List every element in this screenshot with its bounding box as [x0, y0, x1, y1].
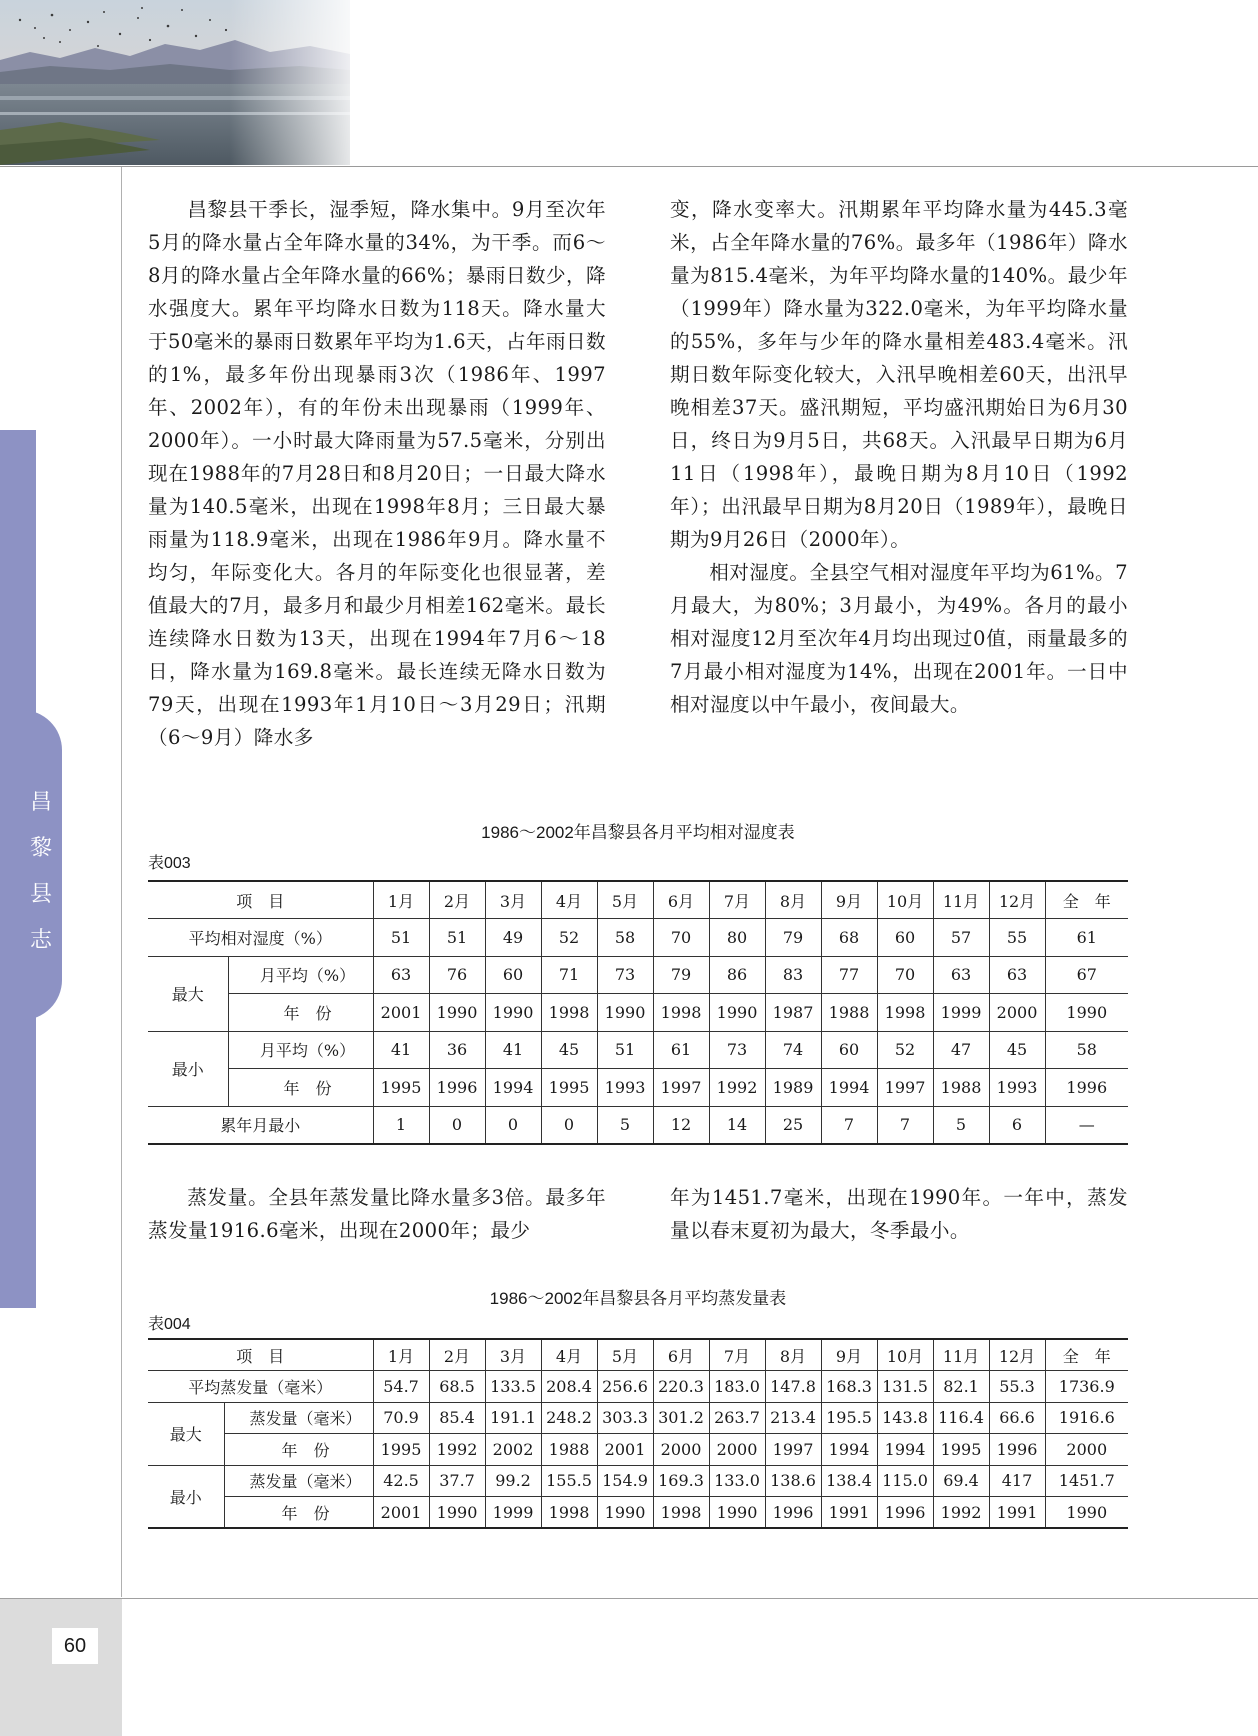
table-cell: 58	[597, 919, 653, 957]
table-cell: 1998	[541, 994, 597, 1032]
table-cell: 51	[597, 1031, 653, 1069]
table-cell: 79	[653, 956, 709, 994]
table-cell: 2000	[709, 1434, 765, 1466]
header-cell: 6月	[653, 881, 709, 919]
table-cell: 1916.6	[1045, 1402, 1128, 1434]
table-cell: 1990	[709, 994, 765, 1032]
table-cell: 183.0	[709, 1371, 765, 1403]
table-cell: 1988	[541, 1434, 597, 1466]
table-cell: 2001	[373, 994, 429, 1032]
table-cell: 79	[765, 919, 821, 957]
row-label: 平均相对湿度（%）	[148, 919, 373, 957]
table-cell: 133.5	[485, 1371, 541, 1403]
table-cell: 86	[709, 956, 765, 994]
footer-rule	[0, 1598, 1258, 1599]
table2-caption: 1986～2002年昌黎县各月平均蒸发量表	[489, 1289, 787, 1308]
table-cell: 2000	[989, 994, 1045, 1032]
table-cell: 1996	[429, 1069, 485, 1107]
table-cell: 303.3	[597, 1402, 653, 1434]
table-cell: 63	[989, 956, 1045, 994]
header-cell: 10月	[877, 1339, 933, 1371]
table-cell: 83	[765, 956, 821, 994]
header-cell: 8月	[765, 1339, 821, 1371]
table-cell: 1993	[989, 1069, 1045, 1107]
table-cell: 25	[765, 1106, 821, 1144]
header-cell: 10月	[877, 881, 933, 919]
header-cell: 全 年	[1045, 1339, 1128, 1371]
table-cell: 63	[933, 956, 989, 994]
table-header-row	[148, 881, 1128, 919]
table-cell: 169.3	[653, 1465, 709, 1497]
table-cell: 7	[877, 1106, 933, 1144]
table-cell: 82.1	[933, 1371, 989, 1403]
table-cell: 41	[373, 1031, 429, 1069]
paragraph-flood-season: 变，降水变率大。汛期累年平均降水量为445.3毫米，占全年降水量的76%。最多年（1986年）降水量为815.4毫米，为年平均降水量的140%。最少年（1999年）降水量为322.0毫米，为年平均降水量的55%，多年与少年的降水量相差483.4毫米。汛期日数年际变化较大，入汛早晚相差60天，出汛早晚相差37天。盛汛期短，平均盛汛期始日为6月30日，终日为9月5日，共68天。入汛最早日期为6月11日（1998年），最晚日期为8月10日（1992年）；出汛最早日期为8月20日（1989年），最晚日期为9月26日（2000年）。	[670, 198, 1128, 551]
table-cell: 1997	[765, 1434, 821, 1466]
header-fade	[230, 0, 370, 165]
table-cell: 63	[373, 956, 429, 994]
table-cell: 1994	[485, 1069, 541, 1107]
table-cell: 213.4	[765, 1402, 821, 1434]
table-cell: 1990	[597, 1497, 653, 1529]
row-label: 月平均（%）	[228, 956, 373, 994]
humidity-table	[148, 880, 1128, 1145]
header-cell: 3月	[485, 1339, 541, 1371]
table-cell: 1989	[765, 1069, 821, 1107]
table-cell: 2001	[373, 1497, 429, 1529]
table-cell: 1990	[485, 994, 541, 1032]
table-cell: 154.9	[597, 1465, 653, 1497]
table-cell: 71	[541, 956, 597, 994]
table-cell: 1994	[821, 1434, 877, 1466]
header-cell: 9月	[821, 1339, 877, 1371]
table1-caption: 1986～2002年昌黎县各月平均相对湿度表	[481, 823, 795, 842]
table-cell: 6	[989, 1106, 1045, 1144]
header-cell: 4月	[541, 1339, 597, 1371]
row-label: 年 份	[224, 1434, 373, 1466]
table-cell: 1995	[373, 1069, 429, 1107]
table-cell: 155.5	[541, 1465, 597, 1497]
table-cell: 14	[709, 1106, 765, 1144]
table-cell: 1990	[1045, 994, 1128, 1032]
table-row	[148, 1106, 1128, 1144]
table-cell: 58	[1045, 1031, 1128, 1069]
table-cell: 131.5	[877, 1371, 933, 1403]
table-cell: 51	[373, 919, 429, 957]
table-cell: 1990	[1045, 1497, 1128, 1529]
table-row	[148, 1497, 1128, 1529]
table-cell: 1993	[597, 1069, 653, 1107]
table-cell: 42.5	[373, 1465, 429, 1497]
table-cell: 99.2	[485, 1465, 541, 1497]
header-cell: 9月	[821, 881, 877, 919]
header-cell: 7月	[709, 1339, 765, 1371]
table-cell: 220.3	[653, 1371, 709, 1403]
table-row	[148, 994, 1128, 1032]
table-cell: 61	[1045, 919, 1128, 957]
table-cell: 1992	[933, 1497, 989, 1529]
table-cell: 45	[541, 1031, 597, 1069]
table-cell: 66.6	[989, 1402, 1045, 1434]
table-cell: 47	[933, 1031, 989, 1069]
table-cell: 1990	[429, 1497, 485, 1529]
row-label: 蒸发量（毫米）	[224, 1465, 373, 1497]
table-cell: 60	[877, 919, 933, 957]
table-cell: 0	[429, 1106, 485, 1144]
table-cell: 67	[1045, 956, 1128, 994]
table-cell: 417	[989, 1465, 1045, 1497]
table-cell: 1994	[821, 1069, 877, 1107]
side-title-char: 志	[29, 928, 52, 953]
table-cell: 77	[821, 956, 877, 994]
table-cell: 5	[933, 1106, 989, 1144]
row-label: 累年月最小	[148, 1106, 373, 1144]
table-cell: 133.0	[709, 1465, 765, 1497]
table-row	[148, 1434, 1128, 1466]
row-label: 年 份	[228, 994, 373, 1032]
header-cell: 11月	[933, 1339, 989, 1371]
table-cell: 85.4	[429, 1402, 485, 1434]
table-cell: 55.3	[989, 1371, 1045, 1403]
table-cell: 191.1	[485, 1402, 541, 1434]
side-title-char: 昌	[29, 790, 52, 815]
table1-label: 表003	[148, 855, 191, 872]
table-row	[148, 1371, 1128, 1403]
group-label: 最小	[148, 1031, 228, 1106]
table-cell: 1998	[653, 994, 709, 1032]
table-cell: 1995	[373, 1434, 429, 1466]
text-column-left	[148, 193, 606, 754]
table2-label: 表004	[148, 1316, 191, 1333]
table-cell: 1987	[765, 994, 821, 1032]
row-label: 平均蒸发量（毫米）	[148, 1371, 373, 1403]
table-cell: 73	[709, 1031, 765, 1069]
header-cell: 2月	[429, 1339, 485, 1371]
paragraph-dry-season: 昌黎县干季长，湿季短，降水集中。9月至次年5月的降水量占全年降水量的34%，为干季。而6～8月的降水量占全年降水量的66%；暴雨日数少，降水强度大。累年平均降水日数为118天。降水量大于50毫米的暴雨日数累年平均为1.6天，占年雨日数的1%，最多年份出现暴雨3次（1986年、1997年、2002年），有的年份未出现暴雨（1999年、2000年）。一小时最大降雨量为57.5毫米，分别出现在1988年的7月28日和8月20日；一日最大降水量为140.5毫米，出现在1998年8月；三日最大暴雨量为118.9毫米，出现在1986年9月。降水量不均匀，年际变化大。各月的年际变化也很显著，差值最大的7月，最多月和最少月相差162毫米。最长连续降水日数为13天，出现在1994年7月6～18日，降水量为169.8毫米。最长连续无降水日数为79天，出现在1993年1月10日～3月29日；汛期（6～9月）降水多	[148, 198, 606, 749]
table-cell: 1991	[821, 1497, 877, 1529]
table-cell: 36	[429, 1031, 485, 1069]
footer-gray-block	[0, 1599, 122, 1736]
table-cell: 69.4	[933, 1465, 989, 1497]
table-cell: 51	[429, 919, 485, 957]
table-cell: 68.5	[429, 1371, 485, 1403]
table-cell: 5	[597, 1106, 653, 1144]
table-cell: 263.7	[709, 1402, 765, 1434]
table-row	[148, 956, 1128, 994]
table-cell: 1998	[541, 1497, 597, 1529]
header-cell: 5月	[597, 881, 653, 919]
table-cell: 115.0	[877, 1465, 933, 1497]
table-cell: 1999	[933, 994, 989, 1032]
paragraph-evaporation-cont: 年为1451.7毫米，出现在1990年。一年中，蒸发量以春末夏初为最大，冬季最小。	[670, 1186, 1128, 1242]
side-title	[26, 780, 56, 964]
table-cell: 2000	[653, 1434, 709, 1466]
table-cell: 12	[653, 1106, 709, 1144]
header-cell: 项 目	[148, 881, 373, 919]
group-label: 最小	[148, 1465, 224, 1528]
paragraph-evaporation: 蒸发量。全县年蒸发量比降水量多3倍。最多年蒸发量1916.6毫米，出现在2000年；最少	[148, 1186, 606, 1242]
table-cell: 248.2	[541, 1402, 597, 1434]
table-row	[148, 1465, 1128, 1497]
table-cell: 2000	[1045, 1434, 1128, 1466]
table-cell: 195.5	[821, 1402, 877, 1434]
table-cell: 116.4	[933, 1402, 989, 1434]
header-cell: 1月	[373, 1339, 429, 1371]
table-cell: 52	[541, 919, 597, 957]
table-cell: 57	[933, 919, 989, 957]
table-cell: 2001	[597, 1434, 653, 1466]
table-cell: 73	[597, 956, 653, 994]
table-cell: 1995	[933, 1434, 989, 1466]
table-cell: 138.4	[821, 1465, 877, 1497]
header-cell: 7月	[709, 881, 765, 919]
table-cell: 1988	[821, 994, 877, 1032]
table-cell: 0	[541, 1106, 597, 1144]
side-title-char: 黎	[29, 836, 52, 861]
table-cell: 1988	[933, 1069, 989, 1107]
row-label: 年 份	[228, 1069, 373, 1107]
table-row	[148, 1069, 1128, 1107]
evaporation-table	[148, 1338, 1128, 1529]
table-cell: 168.3	[821, 1371, 877, 1403]
table-cell: 1990	[429, 994, 485, 1032]
header-cell: 3月	[485, 881, 541, 919]
header-cell: 2月	[429, 881, 485, 919]
header-cell: 项 目	[148, 1339, 373, 1371]
table-cell: 1736.9	[1045, 1371, 1128, 1403]
table-row	[148, 919, 1128, 957]
row-label: 蒸发量（毫米）	[224, 1402, 373, 1434]
table-cell: 70	[653, 919, 709, 957]
table-cell: 2002	[485, 1434, 541, 1466]
text-column-right	[670, 193, 1128, 721]
table-cell: 301.2	[653, 1402, 709, 1434]
table-cell: 60	[821, 1031, 877, 1069]
table-cell: 1998	[653, 1497, 709, 1529]
table-cell: 7	[821, 1106, 877, 1144]
table-cell: 61	[653, 1031, 709, 1069]
table-row	[148, 1031, 1128, 1069]
header-cell: 4月	[541, 881, 597, 919]
table-cell: 55	[989, 919, 1045, 957]
table-cell: 1996	[989, 1434, 1045, 1466]
paragraph-humidity: 相对湿度。全县空气相对湿度年平均为61%。7月最大，为80%；3月最小，为49%。各月的最小相对湿度12月至次年4月均出现过0值，雨量最多的7月最小相对湿度为14%，出现在2001年。一日中相对湿度以中午最小，夜间最大。	[670, 561, 1128, 716]
header-cell: 全 年	[1045, 881, 1128, 919]
table-cell: 80	[709, 919, 765, 957]
table-cell: 37.7	[429, 1465, 485, 1497]
table-cell: 1998	[877, 994, 933, 1032]
table-cell: 1994	[877, 1434, 933, 1466]
header-cell: 5月	[597, 1339, 653, 1371]
table-cell: 49	[485, 919, 541, 957]
header-cell: 12月	[989, 1339, 1045, 1371]
header-cell: 8月	[765, 881, 821, 919]
text-column-left-lower	[148, 1181, 606, 1247]
table-cell: 1997	[653, 1069, 709, 1107]
table-cell: 138.6	[765, 1465, 821, 1497]
group-label: 最大	[148, 1402, 224, 1465]
table-cell: 143.8	[877, 1402, 933, 1434]
header-cell: 11月	[933, 881, 989, 919]
table-cell: 60	[485, 956, 541, 994]
side-title-char: 县	[29, 882, 52, 907]
table-cell: 1996	[877, 1497, 933, 1529]
table-cell: 1990	[597, 994, 653, 1032]
table-cell: 70.9	[373, 1402, 429, 1434]
page-number: 60	[52, 1628, 98, 1664]
row-label: 年 份	[224, 1497, 373, 1529]
table-cell: 41	[485, 1031, 541, 1069]
table-cell: 1996	[765, 1497, 821, 1529]
table-cell: 45	[989, 1031, 1045, 1069]
header-cell: 6月	[653, 1339, 709, 1371]
table-cell: 1999	[485, 1497, 541, 1529]
margin-rule	[121, 167, 122, 1597]
table-cell: 208.4	[541, 1371, 597, 1403]
row-label: 月平均（%）	[228, 1031, 373, 1069]
table-cell: 0	[485, 1106, 541, 1144]
table-cell: 1	[373, 1106, 429, 1144]
table-row	[148, 1402, 1128, 1434]
header-cell: 12月	[989, 881, 1045, 919]
table-cell: 68	[821, 919, 877, 957]
table-cell: 52	[877, 1031, 933, 1069]
table-cell: 1996	[1045, 1069, 1128, 1107]
table-cell: 1990	[709, 1497, 765, 1529]
table-cell: 1992	[429, 1434, 485, 1466]
table-cell: 1995	[541, 1069, 597, 1107]
header-rule	[0, 166, 1258, 167]
table-cell: 1992	[709, 1069, 765, 1107]
table-cell: 1451.7	[1045, 1465, 1128, 1497]
table-cell: 1997	[877, 1069, 933, 1107]
table-cell: 147.8	[765, 1371, 821, 1403]
header-cell: 1月	[373, 881, 429, 919]
table-cell: 70	[877, 956, 933, 994]
table-cell: —	[1045, 1106, 1128, 1144]
table-cell: 76	[429, 956, 485, 994]
table-cell: 1991	[989, 1497, 1045, 1529]
group-label: 最大	[148, 956, 228, 1031]
text-column-right-lower	[670, 1181, 1128, 1247]
table-cell: 54.7	[373, 1371, 429, 1403]
table-cell: 74	[765, 1031, 821, 1069]
table-header-row	[148, 1339, 1128, 1371]
table-cell: 256.6	[597, 1371, 653, 1403]
